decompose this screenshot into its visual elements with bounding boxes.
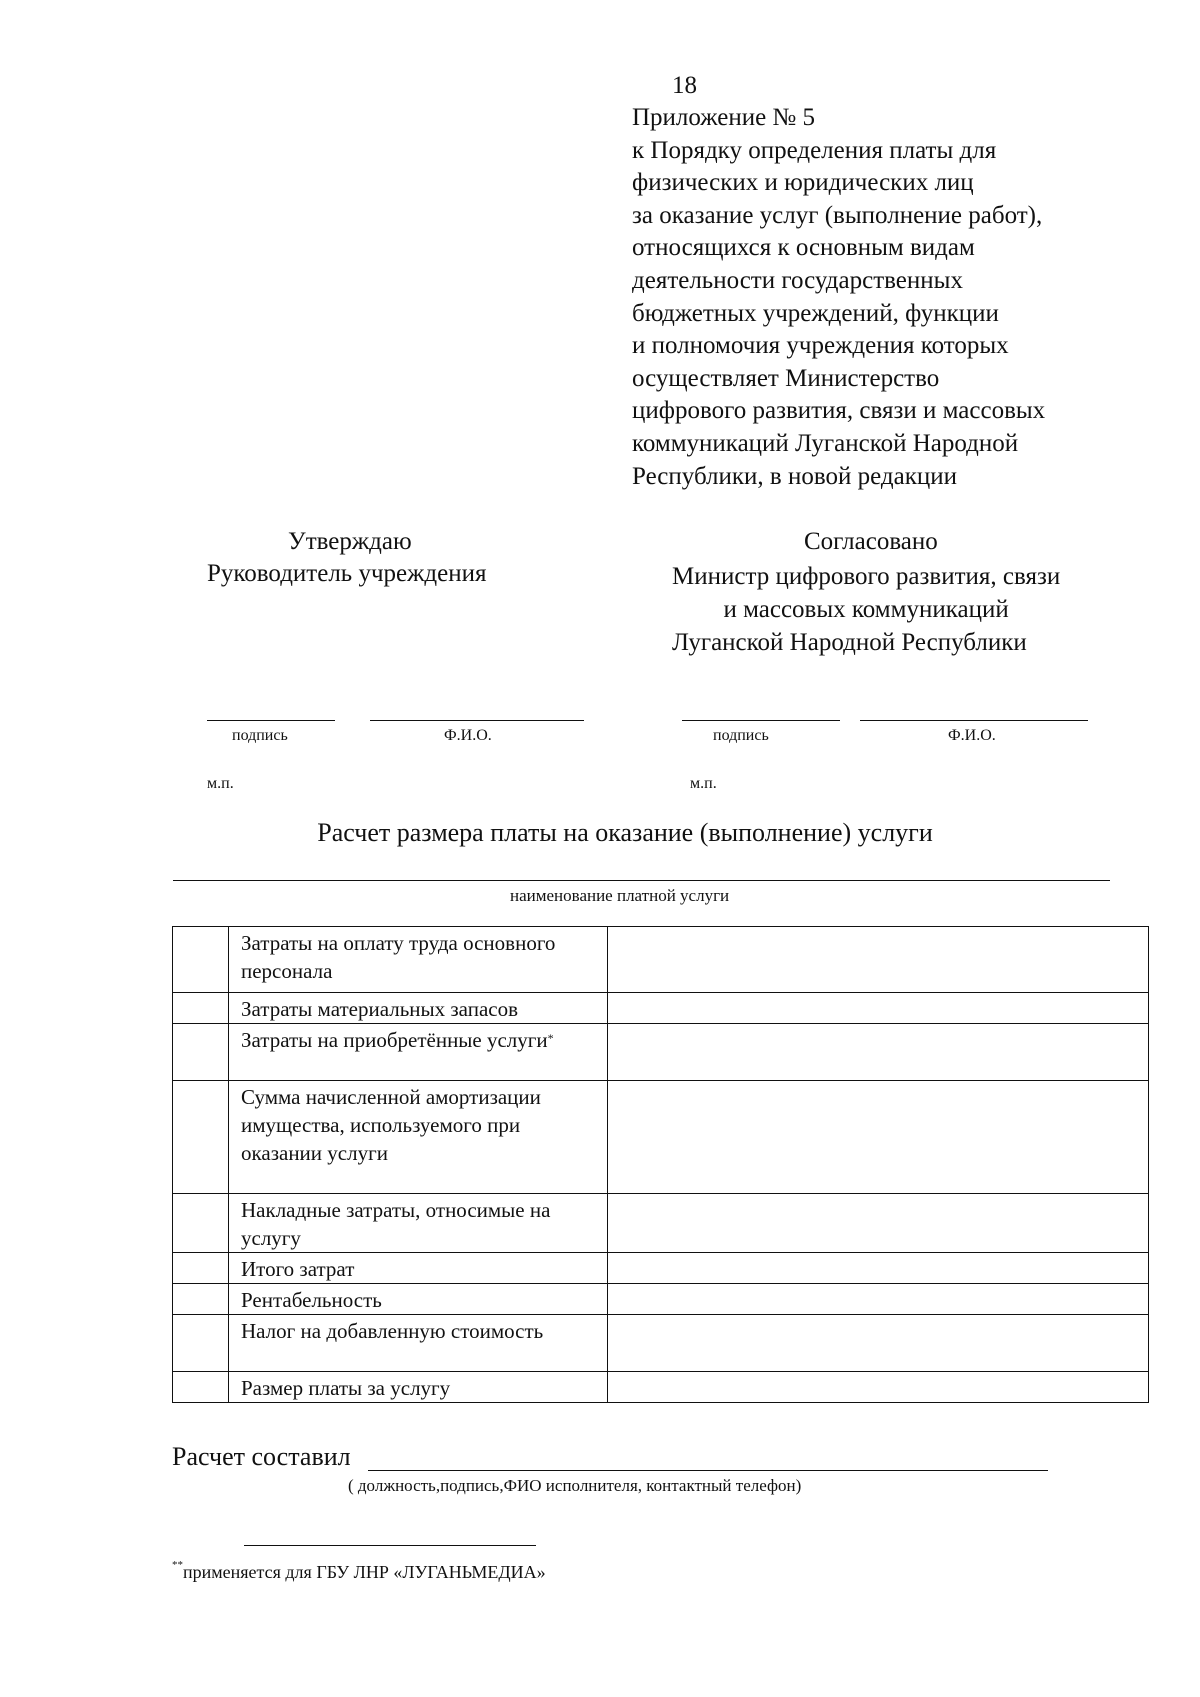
agree-signature-caption: подпись: [713, 727, 769, 744]
appendix-line: бюджетных учреждений, функции: [632, 299, 999, 327]
row-value-cell: [608, 1024, 1149, 1081]
appendix-line: физических и юридических лиц: [632, 169, 974, 197]
calculation-title: Расчет размера платы на оказание (выполнение) услуги: [317, 818, 933, 847]
agree-role-line: и массовых коммуникаций: [723, 596, 1009, 623]
row-number-cell: [173, 1081, 229, 1194]
row-label-cell: [229, 1081, 608, 1194]
appendix-line: цифрового развития, связи и массовых: [632, 397, 1046, 425]
footnote-separator: [244, 1545, 536, 1546]
approve-seal-caption: м.п.: [207, 775, 234, 792]
agree-signature-line: [682, 720, 840, 721]
appendix-line: Приложение № 5: [632, 104, 816, 131]
row-label-cell: [229, 1315, 608, 1372]
row-value-cell: [608, 1194, 1149, 1253]
row-value-cell: [608, 1315, 1149, 1372]
table-row: [173, 993, 1149, 1024]
row-label-cell: [229, 1024, 608, 1081]
row-label: Сумма начисленной амортизации имущества, используемого при оказании услуги: [241, 1085, 541, 1165]
agree-role-line: Луганской Народной Республики: [672, 629, 1027, 656]
table-row: [173, 927, 1149, 993]
row-label: Итого затрат: [241, 1257, 355, 1281]
agree-name-line: [860, 720, 1088, 721]
row-label-cell: [229, 1194, 608, 1253]
approve-signature-caption: подпись: [232, 727, 288, 744]
row-label-cell: [229, 927, 608, 993]
appendix-line: и полномочия учреждения которых: [632, 332, 1009, 360]
agree-name-caption: Ф.И.О.: [948, 727, 996, 744]
row-label: Рентабельность: [241, 1288, 382, 1312]
appendix-line: деятельности государственных: [632, 266, 963, 294]
row-footnote-mark: *: [547, 1031, 554, 1045]
appendix-line: Республики, в новой редакции: [632, 462, 957, 490]
approve-name-line: [370, 720, 584, 721]
table-row: [173, 1284, 1149, 1315]
row-number-cell: [173, 1194, 229, 1253]
table-row: [173, 1081, 1149, 1194]
row-label: Накладные затраты, относимые на услугу: [241, 1198, 551, 1250]
agree-title: Согласовано: [804, 528, 938, 555]
approve-name-caption: Ф.И.О.: [444, 727, 492, 744]
row-number-cell: [173, 1315, 229, 1372]
approve-title: Утверждаю: [288, 528, 412, 555]
row-value-cell: [608, 1284, 1149, 1315]
footnote: [172, 1559, 546, 1583]
row-number-cell: [173, 1372, 229, 1403]
row-label-cell: [229, 1284, 608, 1315]
appendix-line: коммуникаций Луганской Народной: [632, 429, 1019, 457]
cost-table: [172, 926, 1149, 1403]
table-row: [173, 1315, 1149, 1372]
table-row: [173, 1253, 1149, 1284]
appendix-header: [632, 102, 1045, 493]
appendix-line: за оказание услуг (выполнение работ),: [632, 201, 1043, 229]
row-label-cell: [229, 1253, 608, 1284]
author-line: [368, 1470, 1048, 1471]
row-value-cell: [608, 1372, 1149, 1403]
author-label: Расчет составил: [172, 1442, 351, 1471]
agree-seal-caption: м.п.: [690, 775, 717, 792]
page-number: 18: [672, 72, 697, 99]
row-number-cell: [173, 1024, 229, 1081]
footnote-text: применяется для ГБУ ЛНР «ЛУГАНЬМЕДИА»: [183, 1562, 546, 1582]
row-label: Размер платы за услугу: [241, 1376, 451, 1400]
table-row: [173, 1194, 1149, 1253]
row-label: Затраты на приобретённые услуги: [241, 1028, 548, 1052]
row-label-cell: [229, 1372, 608, 1403]
row-number-cell: [173, 1253, 229, 1284]
appendix-line: к Порядку определения платы для: [632, 136, 997, 164]
footnote-mark: **: [172, 1559, 183, 1571]
service-name-line: [173, 880, 1110, 881]
row-number-cell: [173, 1284, 229, 1315]
row-label-cell: [229, 993, 608, 1024]
row-value-cell: [608, 1081, 1149, 1194]
agree-role-line: Министр цифрового развития, связи: [672, 563, 1061, 590]
appendix-line: относящихся к основным видам: [632, 234, 975, 262]
row-value-cell: [608, 927, 1149, 993]
author-caption: ( должность,подпись,ФИО исполнителя, контактный телефон): [348, 1476, 802, 1495]
appendix-line: осуществляет Министерство: [632, 364, 940, 392]
row-number-cell: [173, 993, 229, 1024]
row-label: Затраты материальных запасов: [241, 997, 518, 1021]
agree-role: [672, 560, 1060, 659]
row-value-cell: [608, 993, 1149, 1024]
row-label: Затраты на оплату труда основного персонала: [241, 931, 556, 983]
approve-signature-line: [207, 720, 335, 721]
table-row: [173, 1024, 1149, 1081]
table-row: [173, 1372, 1149, 1403]
row-value-cell: [608, 1253, 1149, 1284]
service-name-caption: наименование платной услуги: [510, 886, 730, 905]
row-number-cell: [173, 927, 229, 993]
approve-role: Руководитель учреждения: [207, 560, 487, 587]
row-label: Налог на добавленную стоимость: [241, 1319, 544, 1343]
